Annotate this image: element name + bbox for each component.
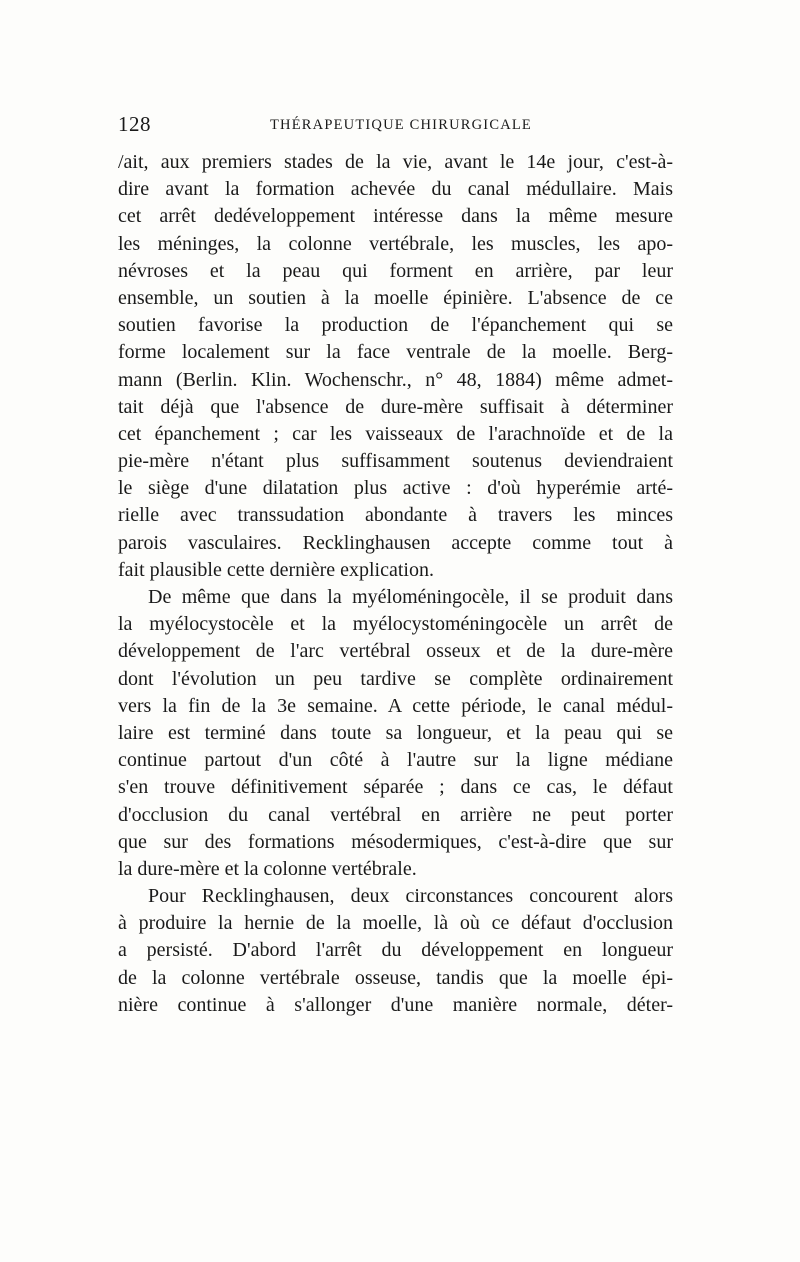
text-line: Pour Recklinghausen, deux circonstances concourent alors bbox=[148, 885, 673, 908]
text-line: continue partout d'un côté à l'autre sur la ligne médiane bbox=[118, 749, 673, 772]
text-line: ensemble, un soutien à la moelle épinière. L'absence de ce bbox=[118, 286, 673, 309]
text-line: fait plausible cette dernière explication. bbox=[118, 558, 434, 581]
text-line: à produire la hernie de la moelle, là où ce défaut d'occlusion bbox=[118, 912, 673, 935]
text-line: cet arrêt dedéveloppement intéresse dans la même mesure bbox=[118, 205, 673, 228]
text-line: dire avant la formation achevée du canal médullaire. Mais bbox=[118, 178, 673, 201]
text-line: la myélocystocèle et la myélocystoméningocèle un arrêt de bbox=[118, 613, 673, 636]
text-line: cet épanchement ; car les vaisseaux de l'arachnoïde et de la bbox=[118, 422, 673, 445]
text-line: nière continue à s'allonger d'une manière normale, déter- bbox=[118, 993, 673, 1016]
text-line: vers la fin de la 3e semaine. A cette période, le canal médul- bbox=[118, 694, 673, 717]
text-line: soutien favorise la production de l'épanchement qui se bbox=[118, 314, 673, 337]
text-line: a persisté. D'abord l'arrêt du développement en longueur bbox=[118, 939, 673, 962]
text-line: les méninges, la colonne vertébrale, les muscles, les apo- bbox=[118, 232, 673, 255]
text-line: forme localement sur la face ventrale de la moelle. Berg- bbox=[118, 341, 673, 364]
text-line: névroses et la peau qui forment en arrière, par leur bbox=[118, 259, 673, 282]
text-line: que sur des formations mésodermiques, c'est-à-dire que sur bbox=[118, 830, 673, 853]
text-line: développement de l'arc vertébral osseux et de la dure-mère bbox=[118, 640, 673, 663]
text-line: mann (Berlin. Klin. Wochenschr., n° 48, 1884) même admet- bbox=[118, 368, 673, 391]
text-line: le siège d'une dilatation plus active : d'où hyperémie arté- bbox=[118, 477, 673, 500]
text-line: la dure-mère et la colonne vertébrale. bbox=[118, 857, 417, 880]
text-line: laire est terminé dans toute sa longueur, et la peau qui se bbox=[118, 721, 673, 744]
text-line: pie-mère n'étant plus suffisamment soutenus deviendraient bbox=[118, 450, 673, 473]
text-line: de la colonne vertébrale osseuse, tandis que la moelle épi- bbox=[118, 966, 673, 989]
running-title: THÉRAPEUTIQUE CHIRURGICALE bbox=[270, 117, 532, 133]
text-line: /ait, aux premiers stades de la vie, avant le 14e jour, c'est-à- bbox=[118, 151, 673, 173]
text-line: d'occlusion du canal vertébral en arrière ne peut porter bbox=[118, 803, 673, 826]
text-line: dont l'évolution un peu tardive se complète ordinairement bbox=[118, 667, 673, 690]
text-line: parois vasculaires. Recklinghausen accepte comme tout à bbox=[118, 531, 673, 554]
text-line: rielle avec transsudation abondante à travers les minces bbox=[118, 504, 673, 527]
text-line: s'en trouve définitivement séparée ; dans ce cas, le défaut bbox=[118, 776, 673, 799]
text-line: tait déjà que l'absence de dure-mère suffisait à déterminer bbox=[118, 395, 673, 418]
page-number: 128 bbox=[118, 112, 151, 136]
body-text bbox=[118, 149, 673, 1019]
text-line: De même que dans la myéloméningocèle, il se produit dans bbox=[148, 586, 673, 608]
page-header bbox=[118, 112, 678, 142]
